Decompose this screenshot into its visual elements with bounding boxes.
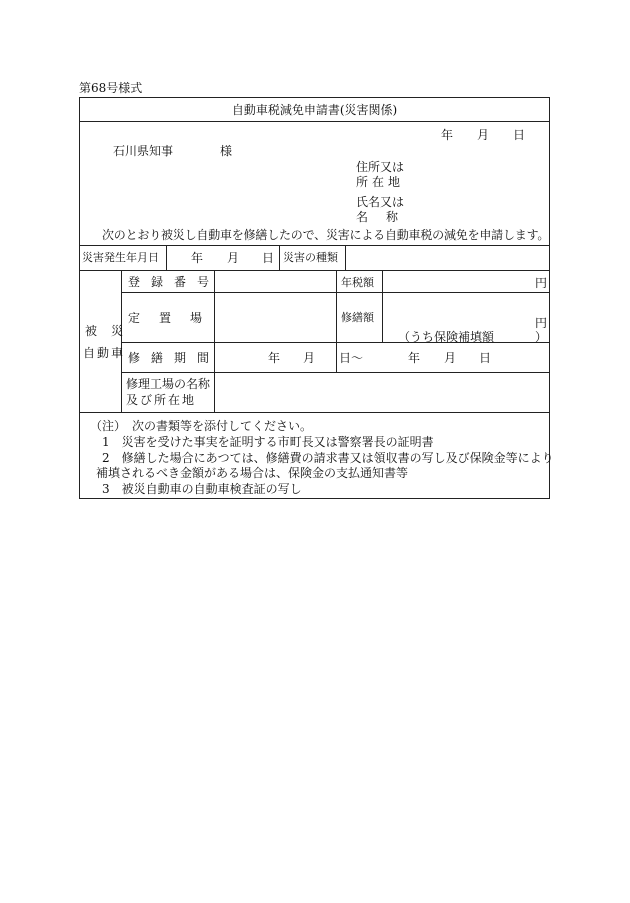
form-title: 自動車税減免申請書(災害関係) — [231, 103, 398, 117]
vehicle-label-2: 自動車 — [83, 346, 126, 360]
disaster-year: 年 — [191, 251, 204, 265]
disaster-date-label: 災害発生年月日 — [82, 251, 159, 264]
notes-heading: （注） 次の書類等を添付してください。 — [90, 419, 313, 433]
divider — [166, 245, 167, 270]
divider — [79, 121, 550, 122]
period-end-year: 年 — [408, 351, 421, 365]
period-end-month: 月 — [444, 351, 457, 365]
notes-item-2-cont: 補填されるべき金額がある場合は、保険金の支払通知書等 — [96, 466, 409, 480]
divider — [79, 270, 550, 271]
period-start-year: 年 — [268, 351, 281, 365]
addressee-honorific: 様 — [220, 144, 233, 158]
insurance-note: （うち保険補填額 — [398, 330, 495, 344]
divider — [121, 292, 550, 293]
notes-item-3: 3 被災自動車の自動車検査証の写し — [102, 482, 302, 496]
divider — [345, 245, 346, 270]
disaster-day: 日 — [262, 251, 275, 265]
name-label-1: 氏名又は — [356, 195, 405, 209]
period-start-month: 月 — [303, 351, 316, 365]
date-year: 年 — [441, 128, 454, 142]
divider — [336, 270, 337, 372]
divider — [382, 270, 383, 342]
address-label-1: 住所又は — [356, 160, 405, 174]
period-start-day: 日〜 — [339, 351, 364, 365]
divider — [79, 245, 550, 246]
form-number: 第68号様式 — [79, 81, 143, 95]
vehicle-label-1: 被 災 — [85, 324, 125, 338]
notes-item-2: 2 修繕した場合にあつては、修繕費の請求書又は領収書の写し及び保険金等により — [102, 451, 554, 465]
repair-cost-label: 修繕額 — [341, 311, 374, 324]
location-label: 定置場 — [128, 311, 222, 325]
shop-label-2: 及び所在地 — [126, 393, 197, 407]
divider — [279, 245, 280, 270]
yen-2: 円 — [535, 316, 548, 330]
insurance-close: ） — [535, 330, 548, 344]
date-month: 月 — [477, 128, 490, 142]
yen-1: 円 — [535, 276, 548, 290]
notes-item-1: 1 災害を受けた事実を証明する市町長又は警察署長の証明書 — [102, 435, 434, 449]
divider — [121, 372, 550, 373]
addressee-governor: 石川県知事 — [113, 144, 174, 158]
period-end-day: 日 — [479, 351, 492, 365]
divider — [79, 412, 550, 413]
address-label-2: 所在地 — [356, 175, 405, 189]
name-label-2: 名 称 — [356, 210, 402, 224]
registration-label: 登録番号 — [128, 275, 221, 289]
annual-tax-label: 年税額 — [341, 276, 374, 289]
date-day: 日 — [513, 128, 526, 142]
request-text: 次のとおり被災し自動車を修繕したので、災害による自動車税の減免を申請します。 — [102, 228, 550, 242]
disaster-type-label: 災害の種類 — [283, 251, 338, 264]
disaster-month: 月 — [227, 251, 240, 265]
shop-label-1: 修理工場の名称 — [126, 377, 211, 391]
repair-period-label: 修繕期間 — [128, 351, 221, 365]
divider — [121, 342, 550, 343]
